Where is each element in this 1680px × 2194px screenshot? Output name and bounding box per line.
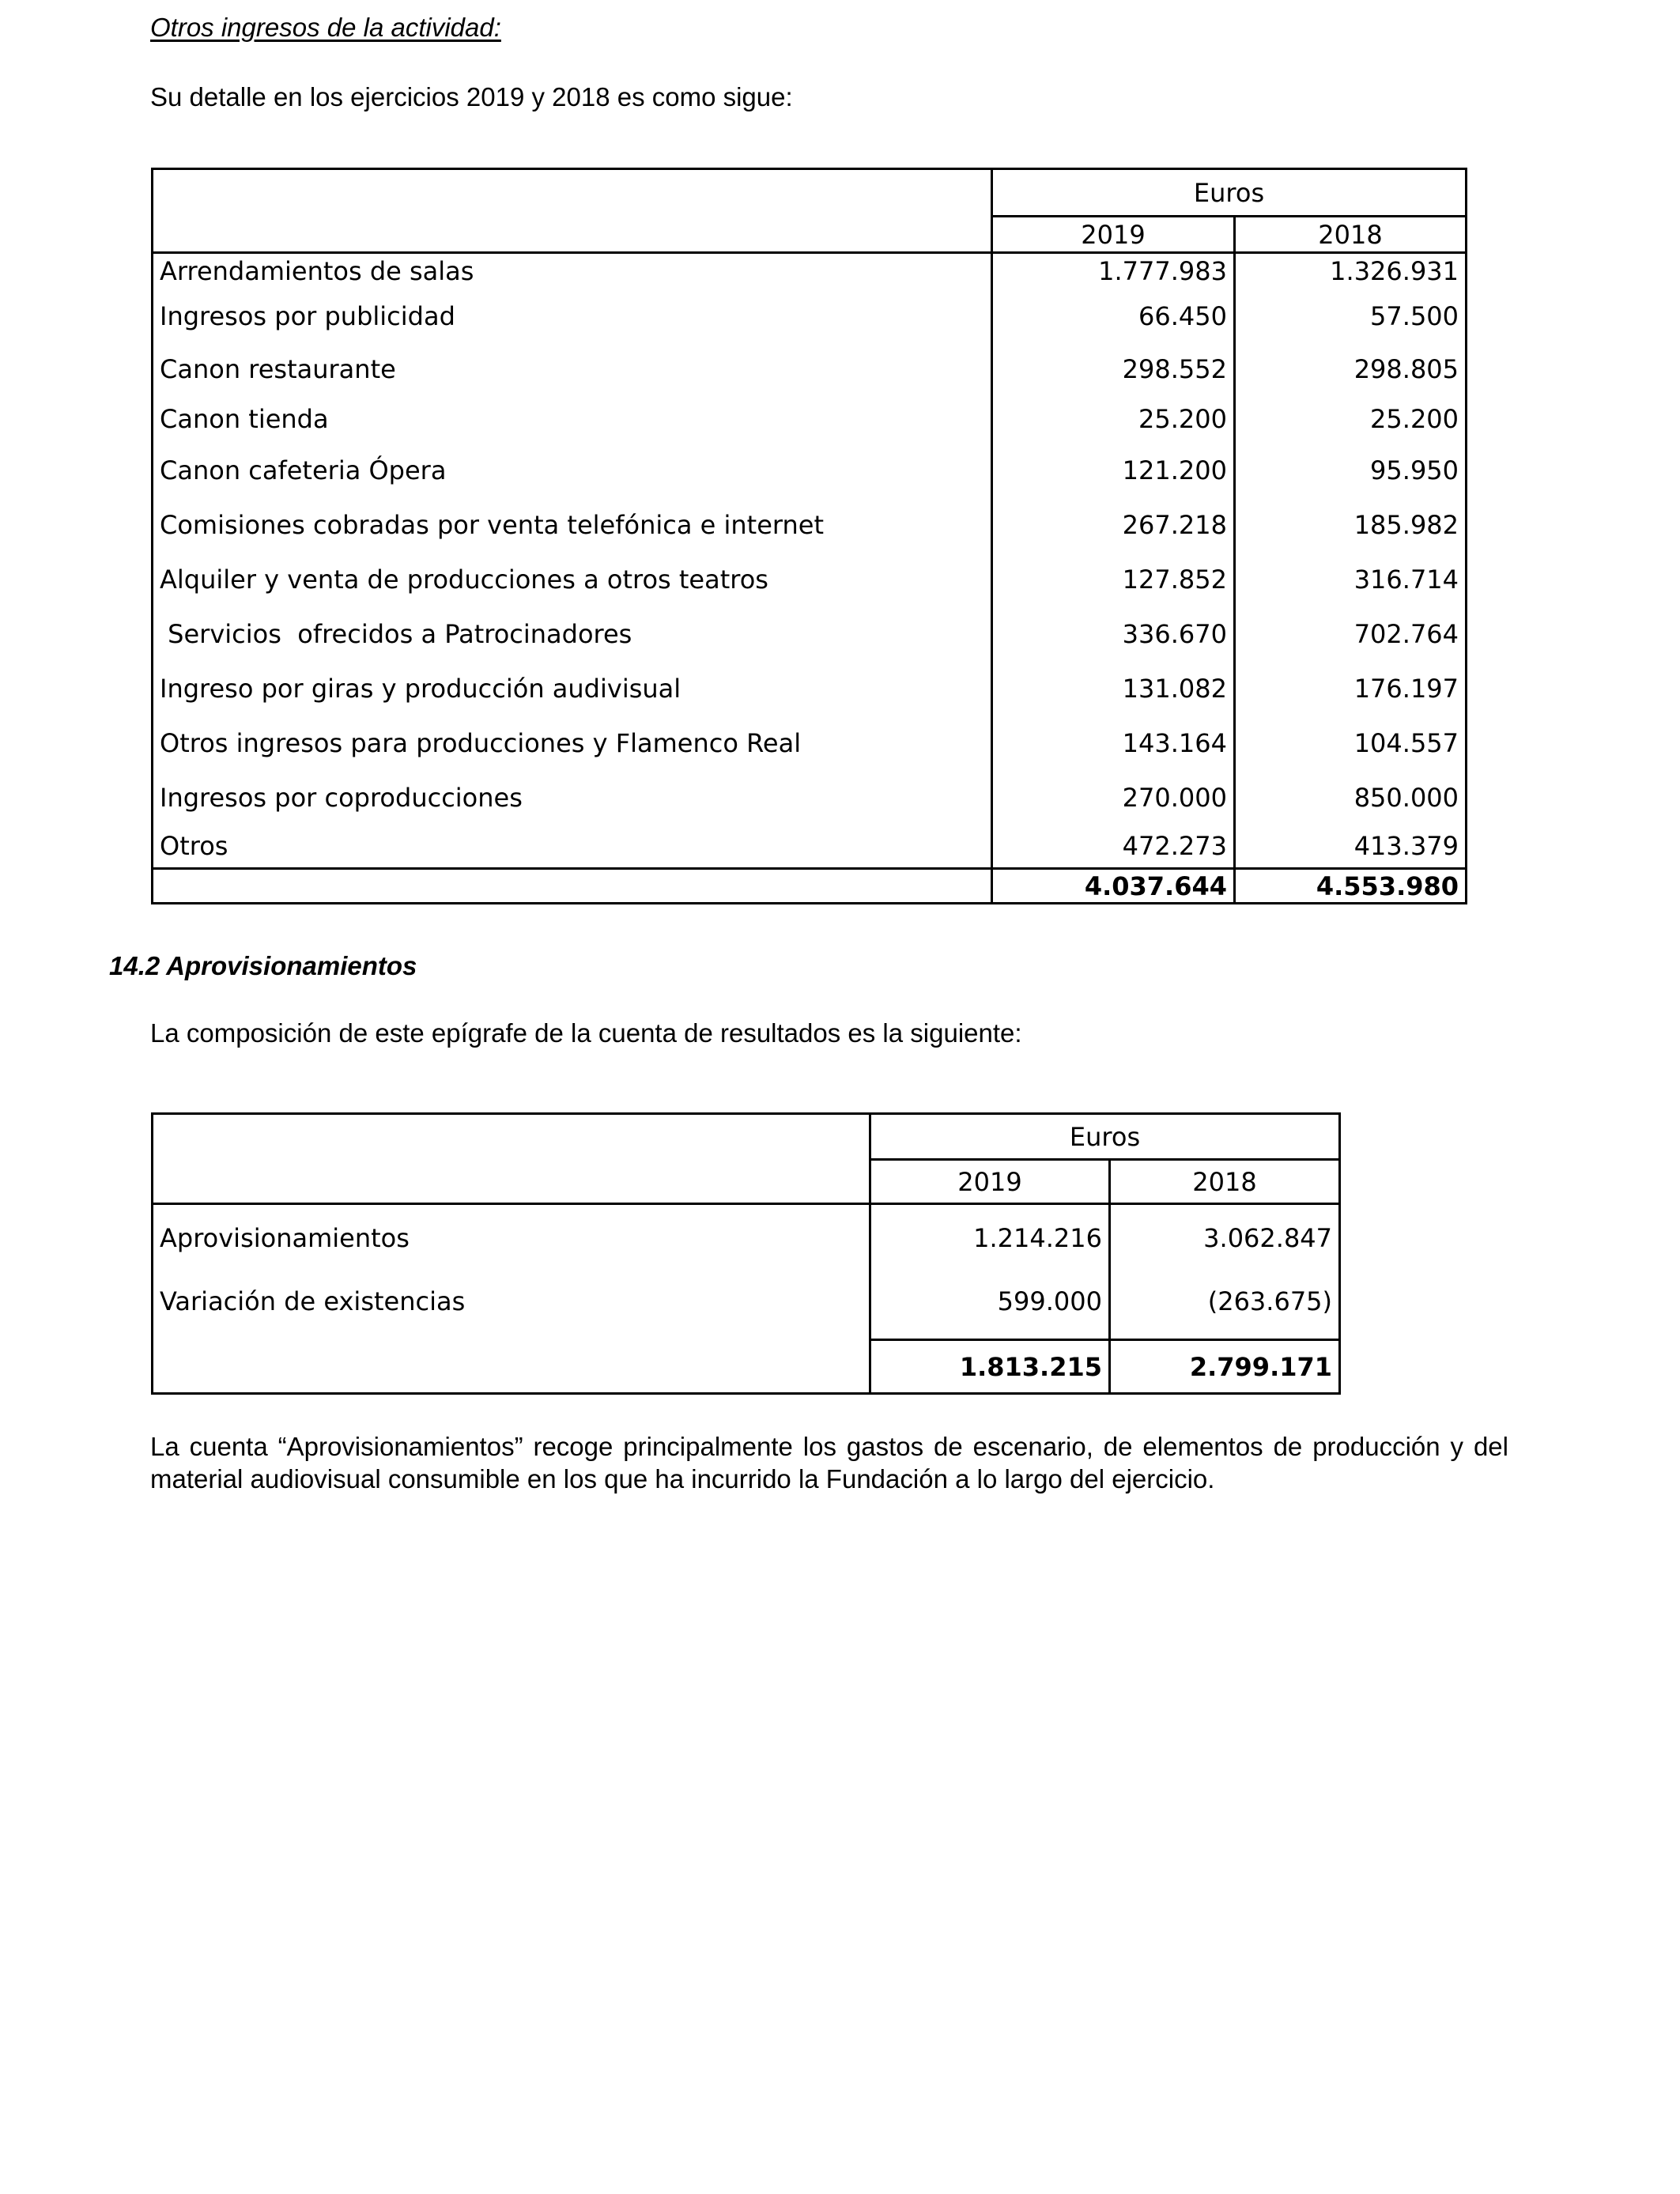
total-2019: 4.037.644 [992,869,1235,904]
value-2018: 25.200 [1235,395,1467,444]
table-group-header: Euros [992,169,1467,217]
table-row [153,716,1467,771]
table-group-header: Euros [870,1114,1340,1160]
otros-ingresos-table [151,168,1467,904]
value-2018: 176.197 [1235,662,1467,716]
value-2019: 127.852 [992,553,1235,607]
value-2018: 413.379 [1235,825,1467,869]
value-2019: 121.200 [992,444,1235,498]
row-label: Canon restaurante [153,343,992,395]
value-2019: 66.450 [992,289,1235,343]
value-2018: 3.062.847 [1110,1204,1340,1272]
value-2018: 850.000 [1235,771,1467,825]
table-row [153,771,1467,825]
table-row [153,662,1467,716]
section-heading-aprovisionamientos: 14.2 Aprovisionamientos [109,951,417,980]
section2-intro-text: La composición de este epígrafe de la cuenta de resultados es la siguiente: [150,1018,1022,1048]
section1-intro-text: Su detalle en los ejercicios 2019 y 2018 es como sigue: [150,82,793,111]
table-row [153,825,1467,869]
column-header-2019: 2019 [870,1160,1110,1204]
row-label: Variación de existencias [153,1272,870,1340]
value-2018: 95.950 [1235,444,1467,498]
total-label-blank [153,1340,870,1394]
column-header-2018: 2018 [1110,1160,1340,1204]
row-label: Servicios ofrecidos a Patrocinadores [153,607,992,662]
value-2018: 1.326.931 [1235,253,1467,289]
row-label: Ingresos por coproducciones [153,771,992,825]
row-label: Otros [153,825,992,869]
aprovisionamientos-table [151,1112,1341,1395]
row-label: Aprovisionamientos [153,1204,870,1272]
total-row [153,869,1467,904]
table-row [153,343,1467,395]
section-heading-otros-ingresos: Otros ingresos de la actividad: [150,13,501,42]
total-2018: 4.553.980 [1235,869,1467,904]
column-header-2019: 2019 [992,217,1235,253]
row-label: Otros ingresos para producciones y Flamenco Real [153,716,992,771]
value-2018: 316.714 [1235,553,1467,607]
value-2018: 57.500 [1235,289,1467,343]
row-label: Alquiler y venta de producciones a otros teatros [153,553,992,607]
table-row [153,253,1467,289]
total-2018: 2.799.171 [1110,1340,1340,1394]
value-2019: 25.200 [992,395,1235,444]
value-2019: 298.552 [992,343,1235,395]
column-header-2018: 2018 [1235,217,1467,253]
value-2019: 472.273 [992,825,1235,869]
table-row [153,498,1467,553]
table-row [153,553,1467,607]
value-2019: 1.777.983 [992,253,1235,289]
row-label: Canon cafeteria Ópera [153,444,992,498]
table-row [153,444,1467,498]
table-row [153,395,1467,444]
row-label: Comisiones cobradas por venta telefónica e internet [153,498,992,553]
value-2018: 104.557 [1235,716,1467,771]
table-row [153,289,1467,343]
value-2019: 336.670 [992,607,1235,662]
table-row [153,607,1467,662]
row-label: Canon tienda [153,395,992,444]
total-row [153,1340,1340,1394]
value-2018: 298.805 [1235,343,1467,395]
value-2019: 267.218 [992,498,1235,553]
value-2019: 599.000 [870,1272,1110,1340]
closing-paragraph: La cuenta “Aprovisionamientos” recoge principalmente los gastos de escenario, de elementos de producción y del material audiovisual consumible en los que ha incurrido la Fundación a lo largo del ejercicio. [150,1432,1508,1494]
table-row [153,1272,1340,1340]
value-2018: (263.675) [1110,1272,1340,1340]
total-label-blank [153,869,992,904]
value-2019: 270.000 [992,771,1235,825]
table-row [153,1204,1340,1272]
total-2019: 1.813.215 [870,1340,1110,1394]
row-label: Ingreso por giras y producción audivisual [153,662,992,716]
value-2018: 702.764 [1235,607,1467,662]
value-2019: 131.082 [992,662,1235,716]
row-label: Ingresos por publicidad [153,289,992,343]
value-2019: 1.214.216 [870,1204,1110,1272]
table-header-blank [153,169,992,253]
table-header-blank [153,1114,870,1204]
row-label: Arrendamientos de salas [153,253,992,289]
value-2018: 185.982 [1235,498,1467,553]
value-2019: 143.164 [992,716,1235,771]
